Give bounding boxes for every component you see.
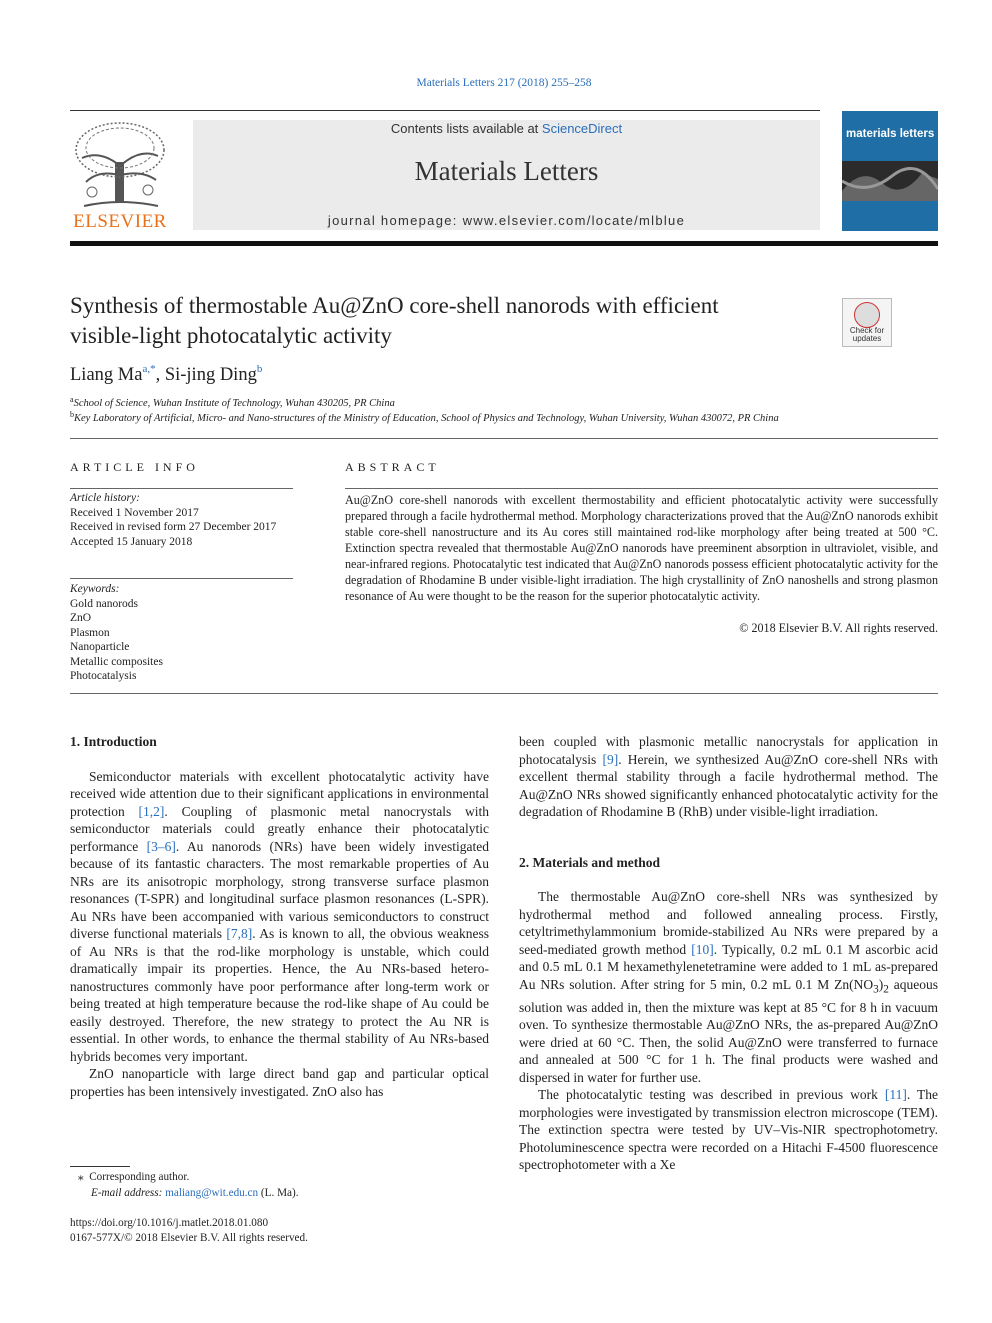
intro-heading: 1. Introduction xyxy=(70,734,157,749)
affil-b-text: Key Laboratory of Artificial, Micro- and Nano-structures of the Ministry of Education, School of Physics and Technology, Wuhan University, Wuhan 430072, PR China xyxy=(74,413,779,424)
header-thick-rule xyxy=(70,241,938,246)
author-separator: , xyxy=(155,365,165,385)
text-run: The photocatalytic testing was described in previous work xyxy=(538,1087,885,1103)
author-2[interactable]: Si-jing Ding xyxy=(164,365,257,385)
divider xyxy=(70,578,293,579)
footnote-rule xyxy=(70,1166,130,1167)
sciencedirect-link[interactable]: ScienceDirect xyxy=(541,121,623,136)
divider xyxy=(345,488,938,489)
email-link[interactable]: maliang@wit.edu.cn xyxy=(165,1187,259,1199)
citation-link[interactable]: [9] xyxy=(602,751,619,767)
corresponding-author-note xyxy=(78,1170,189,1185)
footnote-text: Corresponding author. xyxy=(89,1171,190,1183)
author-1[interactable]: Liang Ma xyxy=(70,365,143,385)
journal-masthead xyxy=(193,120,820,230)
text-run: ) xyxy=(878,976,884,992)
check-for-updates-button[interactable] xyxy=(842,298,892,347)
title-line-2: visible-light photocatalytic activity xyxy=(70,323,392,348)
cover-title: materials letters xyxy=(846,128,935,140)
affil-a-mark: a xyxy=(70,395,74,404)
citation-link[interactable]: [3–6] xyxy=(146,838,176,854)
text-run: . Au nanorods (NRs) have been widely investigated because of its fantastic characters. The most remarkable properties of Au NRs are its anisotropic morphology, strong transverse surface plasmon resonances (T-SPR) and longitudinal surface plasmon resonances (L-SPR). Au NRs have been accompanied with various semiconductors to construct diverse functional materials xyxy=(70,838,489,941)
crossmark-icon xyxy=(854,302,880,328)
citation-link[interactable]: [7,8] xyxy=(226,926,253,941)
text-run: . The morphologies were investigated by transmission electron microscope (TEM). The extinction spectra were tested by UV–Vis-NIR spectrophotometry. Photoluminescence spectra were recorded on a Hitachi F-4500 fluorescence spectrophotometer with a Xe xyxy=(519,1087,938,1173)
text-run: . As is known to all, the obvious weakness of Au NRs is that the rod-like morphology is unstable, which could dramatically impair its properties. Hence, the Au NRs-based hetero-nanostructures commonly have poor performance after long-term work or being treated at high temperature because the rod-like shape of Au could be easily destroyed. Therefore, the new strategy to protect the Au NR is essential. In other words, to enhance the thermal stability of Au NRs-based hybrids becomes very important. xyxy=(70,926,489,1064)
text-run: aqueous solution was added in, then the mixture was kept at 85 °C for 8 h in vacuum oven. To synthesize thermostable Au@ZnO NRs, the as-prepared Au@ZnO were dried at 60 °C. Then, the solid Au@ZnO were transferred to furnace and annealed at 500 °C for 1 h. The final products were washed and dispersed in water for further use. xyxy=(519,976,938,1085)
text-run: . Coupling of plasmonic metal nanocrystals with semiconductor materials could greatly enhance their photocatalytic performance xyxy=(70,803,489,854)
history-label: Article history: xyxy=(70,492,140,504)
publisher-logo: ELSEVIER xyxy=(73,211,167,232)
footnote-mark: ⁎ xyxy=(78,1171,84,1183)
abstract-text: Au@ZnO core-shell nanorods with excellent thermostability and efficient photocatalytic activity were successfully prepared through a facile hydrothermal method. Morphology characterizations proved that the Au@ZnO nanorods exhibit stable core-shell nanostructure and its Au cores still maintained rod-like morphology after being treated at 500 °C. Extinction spectra revealed that thermostable Au@ZnO nanorods have preeminent absorption in ultraviolet, visible, and near-infrared regions. Photocatalytic test indicated that Au@ZnO nanorods possess efficient photocatalytic activity for the degradation of Rhodamine B under visible-light irradiation. The high crystallinity of ZnO nanoshells and strong plasmon resonance of Au were thought to be the reason for the superior photocatalytic activity. xyxy=(345,493,938,603)
divider xyxy=(70,488,293,489)
abstract-copyright: © 2018 Elsevier B.V. All rights reserved. xyxy=(739,621,938,635)
article-history xyxy=(70,491,300,549)
body-right-column xyxy=(519,733,938,1174)
divider xyxy=(70,693,938,694)
methods-paragraph-1 xyxy=(519,888,938,1086)
title-line-1: Synthesis of thermostable Au@ZnO core-shell nanorods with efficient xyxy=(70,293,719,318)
affil-b-mark: b xyxy=(70,410,74,419)
issn-line: 0167-577X/© 2018 Elsevier B.V. All rights reserved. xyxy=(70,1232,308,1244)
author-2-affil-mark[interactable]: b xyxy=(256,363,263,375)
affil-a-text: School of Science, Wuhan Institute of Technology, Wuhan 430205, PR China xyxy=(73,398,395,409)
keyword: Nanoparticle xyxy=(70,641,130,653)
methods-paragraph-2 xyxy=(519,1086,938,1174)
author-1-affil-mark[interactable]: a,* xyxy=(142,363,156,375)
doi-link[interactable]: https://doi.org/10.1016/j.matlet.2018.01.080 xyxy=(70,1217,269,1229)
keyword: ZnO xyxy=(70,612,92,624)
article-title xyxy=(70,291,830,351)
author-list xyxy=(70,363,262,386)
keyword: Metallic composites xyxy=(70,655,163,668)
journal-homepage[interactable]: journal homepage: www.elsevier.com/locate/mlblue xyxy=(327,213,686,228)
citation-link[interactable]: [1,2] xyxy=(138,803,165,819)
history-revised: Received in revised form 27 December 2017 xyxy=(70,521,277,533)
journal-citation-link[interactable]: Materials Letters 217 (2018) 255–258 xyxy=(416,77,592,89)
keyword: Plasmon xyxy=(70,626,110,639)
email-label: E-mail address: xyxy=(91,1187,166,1199)
cover-image xyxy=(842,161,938,201)
citation-link[interactable]: [11] xyxy=(884,1087,907,1103)
keyword: Gold nanorods xyxy=(70,597,139,610)
affiliation-b xyxy=(70,410,779,424)
article-info-heading: ARTICLE INFO xyxy=(70,460,199,474)
body-left-column xyxy=(70,733,489,1100)
header-rule xyxy=(70,110,820,111)
journal-cover-thumbnail xyxy=(842,111,938,231)
contents-prefix: Contents lists available at xyxy=(390,121,542,136)
text-run: . Herein, we synthesized Au@ZnO core-shell NRs with excellent thermal stability through a facile hydrothermal method. The Au@ZnO NRs showed significantly enhanced photocatalytic activity for the degradation of Rhodamine B (RhB) under visible-light irradiation. xyxy=(519,751,938,819)
history-accepted: Accepted 15 January 2018 xyxy=(70,535,193,548)
crossmark-label: Check for updates xyxy=(849,326,885,343)
text-run: The thermostable Au@ZnO core-shell NRs was synthesized by hydrothermal method and followed annealing process. Firstly, cetyltrimethylammonium bromide-stabilized Au NRs were prepared by a seed-mediated growth method xyxy=(519,889,938,957)
intro-paragraph-1 xyxy=(70,768,489,1066)
keywords xyxy=(70,582,300,684)
methods-heading: 2. Materials and method xyxy=(519,854,660,870)
text-run: . Typically, 0.2 mL 0.1 M ascorbic acid and 0.5 mL 0.1 M hexamethylenetetramine were added to 1 mL as-prepared Au NRs solution. After string for 5 min, 0.2 mL 0.1 M Zn(NO xyxy=(519,941,938,992)
abstract-heading: ABSTRACT xyxy=(345,460,440,474)
citation-link[interactable]: [10] xyxy=(691,941,714,957)
journal-name: Materials Letters xyxy=(414,156,599,186)
affiliation-a xyxy=(70,395,395,409)
text-run: been coupled with plasmonic metallic nanocrystals for application in photocatalysis xyxy=(519,734,938,767)
history-received: Received 1 November 2017 xyxy=(70,506,199,519)
text-run: Semiconductor materials with excellent photocatalytic activity have received wide attention due to their significant applications in environmental protection xyxy=(70,768,489,819)
intro-paragraph-2: ZnO nanoparticle with large direct band gap and particular optical properties has been intensively investigated. ZnO also has xyxy=(70,1066,489,1099)
subscript: 3 xyxy=(873,983,879,996)
contents-line xyxy=(193,121,820,136)
intro-paragraph-3 xyxy=(519,733,938,821)
email-note xyxy=(91,1186,299,1201)
keyword: Photocatalysis xyxy=(70,670,137,682)
keywords-label: Keywords: xyxy=(70,583,120,595)
email-suffix: (L. Ma). xyxy=(258,1187,299,1199)
divider xyxy=(70,438,938,439)
subscript: 2 xyxy=(883,983,889,996)
